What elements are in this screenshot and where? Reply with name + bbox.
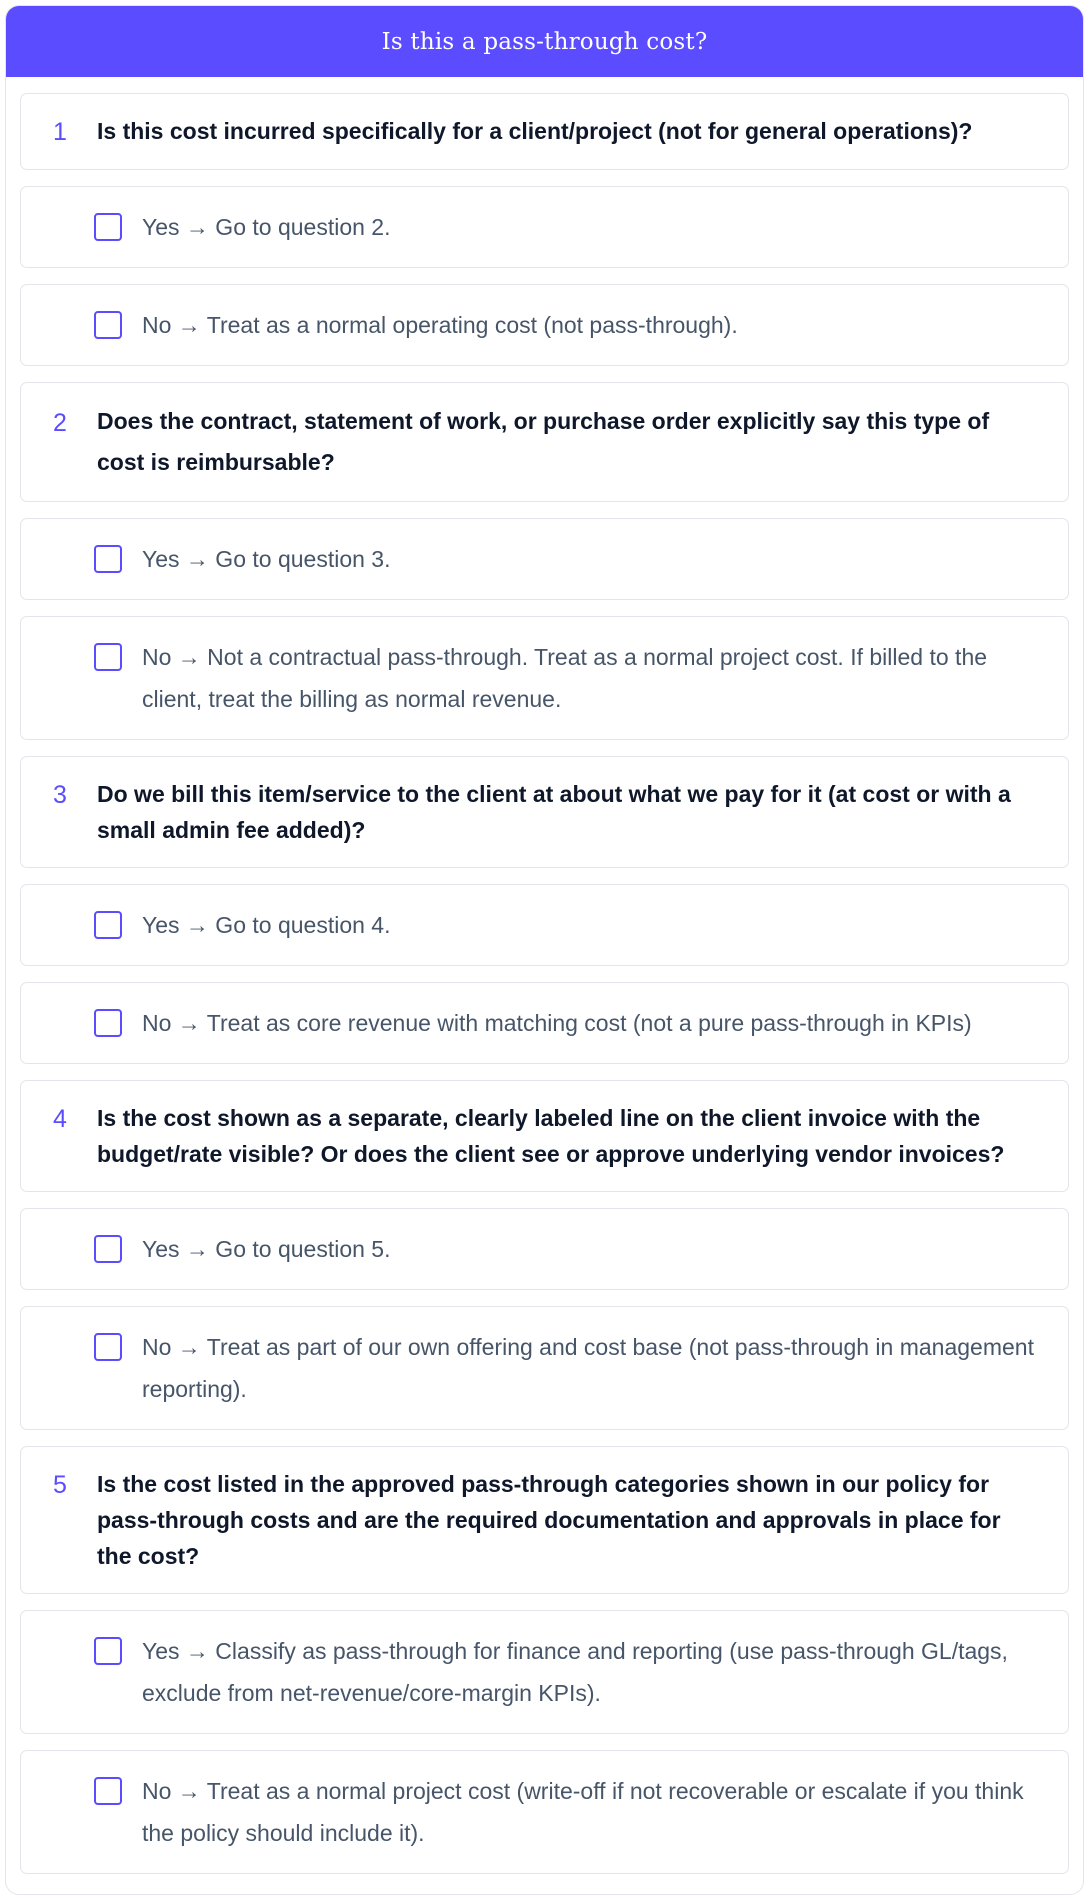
answer-option-1-no[interactable] <box>20 284 1069 366</box>
answer-option-1-yes[interactable] <box>20 186 1069 268</box>
question-card-2 <box>20 382 1069 502</box>
answer-text: No → Treat as a normal project cost (write-off if not recoverable or escalate if you think the policy should include it). <box>142 1778 1024 1846</box>
answer-text: No → Not a contractual pass-through. Treat as a normal project cost. If billed to the client, treat the billing as normal revenue. <box>142 644 988 712</box>
question-text: Is the cost shown as a separate, clearly labeled line on the client invoice with the budget/rate visible? Or does the client see or approve underlying vendor invoices? <box>97 1105 1005 1167</box>
question-card-1 <box>20 93 1069 170</box>
checkbox[interactable] <box>94 911 122 939</box>
panel-header <box>6 6 1083 77</box>
checkbox[interactable] <box>94 1333 122 1361</box>
answer-text: Yes → Go to question 2. <box>142 214 391 240</box>
checkbox[interactable] <box>94 1009 122 1037</box>
answer-option-4-no[interactable] <box>20 1306 1069 1430</box>
question-card-3 <box>20 756 1069 868</box>
answer-text: Yes → Go to question 3. <box>142 546 391 572</box>
question-number: 2 <box>53 409 67 437</box>
question-card-4 <box>20 1080 1069 1192</box>
answer-option-5-yes[interactable] <box>20 1610 1069 1734</box>
question-number: 3 <box>53 781 67 809</box>
question-number: 4 <box>53 1105 67 1133</box>
question-text: Do we bill this item/service to the client at about what we pay for it (at cost or with a small admin fee added)? <box>97 781 1011 843</box>
answer-text: Yes → Classify as pass-through for finance and reporting (use pass-through GL/tags, exclude from net-revenue/core-margin KPIs). <box>142 1638 1008 1706</box>
checkbox[interactable] <box>94 545 122 573</box>
answer-option-2-no[interactable] <box>20 616 1069 740</box>
question-number: 5 <box>53 1471 67 1499</box>
panel-title: Is this a pass-through cost? <box>381 28 708 55</box>
answer-text: No → Treat as a normal operating cost (not pass-through). <box>142 312 738 338</box>
question-number: 1 <box>53 118 67 146</box>
answer-text: No → Treat as part of our own offering and cost base (not pass-through in management reporting). <box>142 1334 1034 1402</box>
question-text: Is the cost listed in the approved pass-through categories shown in our policy for pass-through costs and are the required documentation and approvals in place for the cost? <box>97 1471 1001 1569</box>
answer-option-4-yes[interactable] <box>20 1208 1069 1290</box>
checkbox[interactable] <box>94 213 122 241</box>
answer-text: No → Treat as core revenue with matching cost (not a pure pass-through in KPIs) <box>142 1010 972 1036</box>
question-card-5 <box>20 1446 1069 1594</box>
question-text: Does the contract, statement of work, or purchase order explicitly say this type of cost is reimbursable? <box>97 408 990 475</box>
checkbox[interactable] <box>94 1777 122 1805</box>
checkbox[interactable] <box>94 643 122 671</box>
answer-option-5-no[interactable] <box>20 1750 1069 1874</box>
checklist-panel <box>5 5 1084 1895</box>
checkbox[interactable] <box>94 311 122 339</box>
checkbox[interactable] <box>94 1235 122 1263</box>
question-text: Is this cost incurred specifically for a client/project (not for general operations)? <box>97 118 973 144</box>
answer-option-2-yes[interactable] <box>20 518 1069 600</box>
checkbox[interactable] <box>94 1637 122 1665</box>
answer-text: Yes → Go to question 4. <box>142 912 391 938</box>
question-list <box>6 77 1083 1874</box>
answer-text: Yes → Go to question 5. <box>142 1236 391 1262</box>
answer-option-3-no[interactable] <box>20 982 1069 1064</box>
answer-option-3-yes[interactable] <box>20 884 1069 966</box>
